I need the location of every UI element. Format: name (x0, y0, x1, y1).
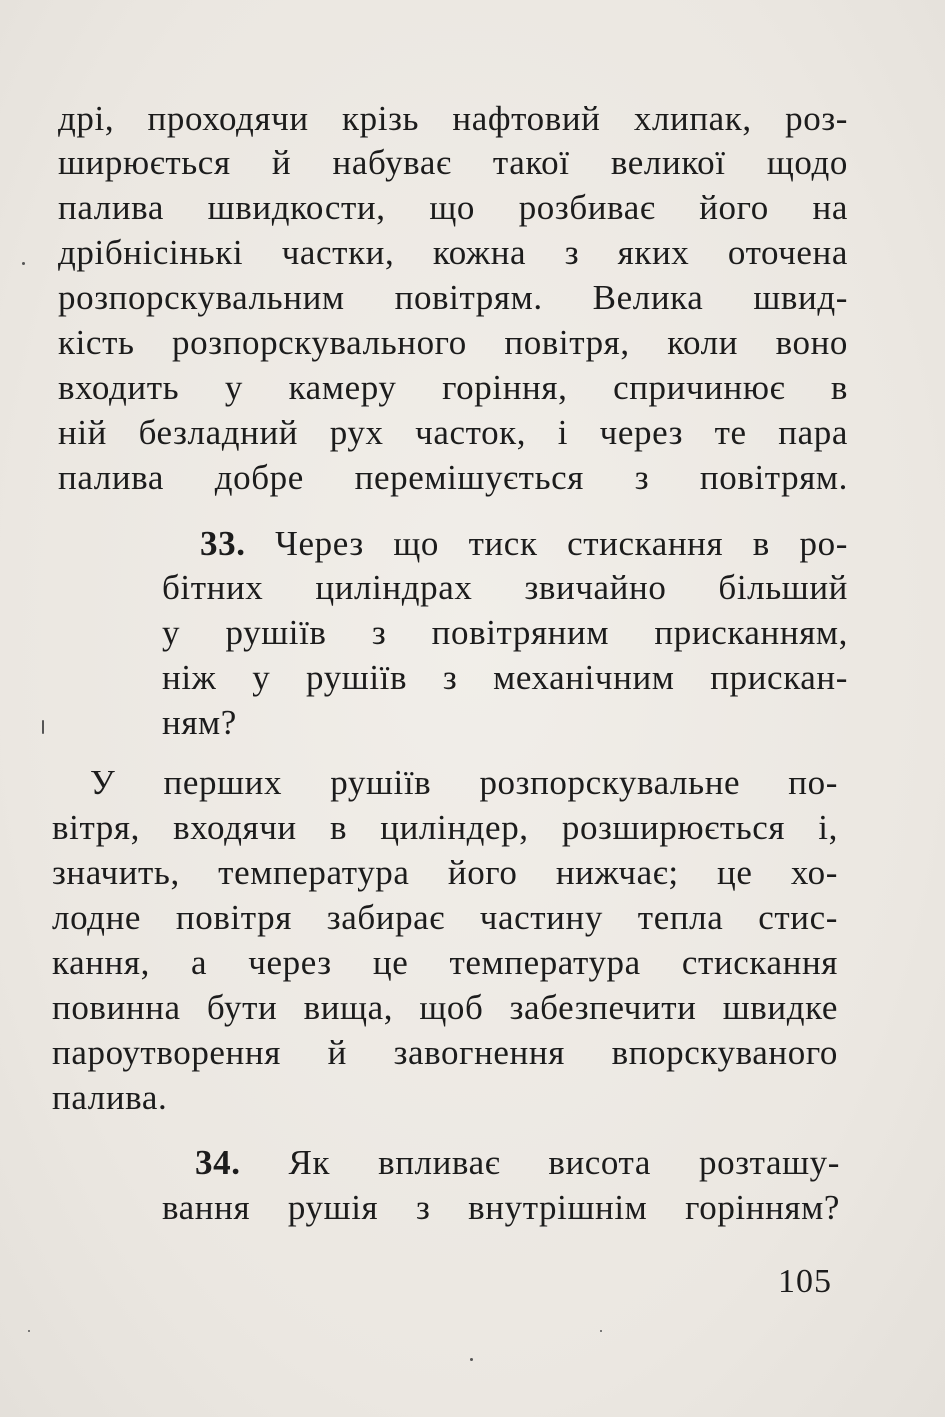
question-line: бітних циліндрах звичайно більший (162, 568, 848, 607)
question-line: ніж у рушіїв з механічним прискан- (162, 658, 848, 697)
paper-speck (600, 1330, 602, 1332)
text-line: дрібнісінькі частки, кожна з яких оточена (58, 233, 848, 272)
question-line: вання рушія з внутрішнім горінням? (162, 1188, 840, 1227)
question-number: 34. (195, 1143, 241, 1182)
text-line: лодне повітря забирає частину тепла стис- (52, 898, 838, 937)
text-line: входить у камеру горіння, спричинює в (58, 368, 848, 407)
question-line: у рушіїв з повітряним присканням, (162, 613, 848, 652)
text-line: повинна бути вища, щоб забезпечити швидке (52, 988, 838, 1027)
paper-speck (42, 720, 44, 734)
question-text: Через що тиск стискання в ро- (275, 524, 848, 563)
paper-speck (28, 1330, 30, 1332)
text-line: кання, а через це температура стискання (52, 943, 838, 982)
paper-speck (22, 262, 25, 265)
text-line: кість розпорскувального повітря, коли воно (58, 323, 848, 362)
text-line: значить, температура його нижчає; це хо- (52, 853, 838, 892)
text-line: палива швидкости, що розбиває його на (58, 188, 848, 227)
text-line: ній безладний рух часток, і через те пара (58, 413, 848, 452)
question-first-line (195, 1141, 840, 1185)
text-line: розпорскувальним повітрям. Велика швид- (58, 278, 848, 317)
paper-speck (470, 1358, 473, 1361)
text-line: палива. (52, 1078, 168, 1117)
question-number: 33. (200, 524, 246, 563)
question-first-line (200, 522, 848, 566)
text-line: ширюється й набуває такої великої щодо (58, 143, 848, 182)
text-line: У перших рушіїв розпорскувальне по- (90, 763, 838, 802)
text-line: вітря, входячи в циліндер, розширюється і, (52, 808, 838, 847)
text-line: палива добре перемішується з повітрям. (58, 458, 848, 497)
question-text: Як впливає висота розташу- (288, 1143, 840, 1182)
text-line: дрі, проходячи крізь нафтовий хлипак, роз- (58, 99, 848, 138)
question-line: ням? (162, 703, 237, 742)
text-line: пароутворення й завогнення впорскуваного (52, 1033, 838, 1072)
page-number: 105 (778, 1263, 832, 1300)
